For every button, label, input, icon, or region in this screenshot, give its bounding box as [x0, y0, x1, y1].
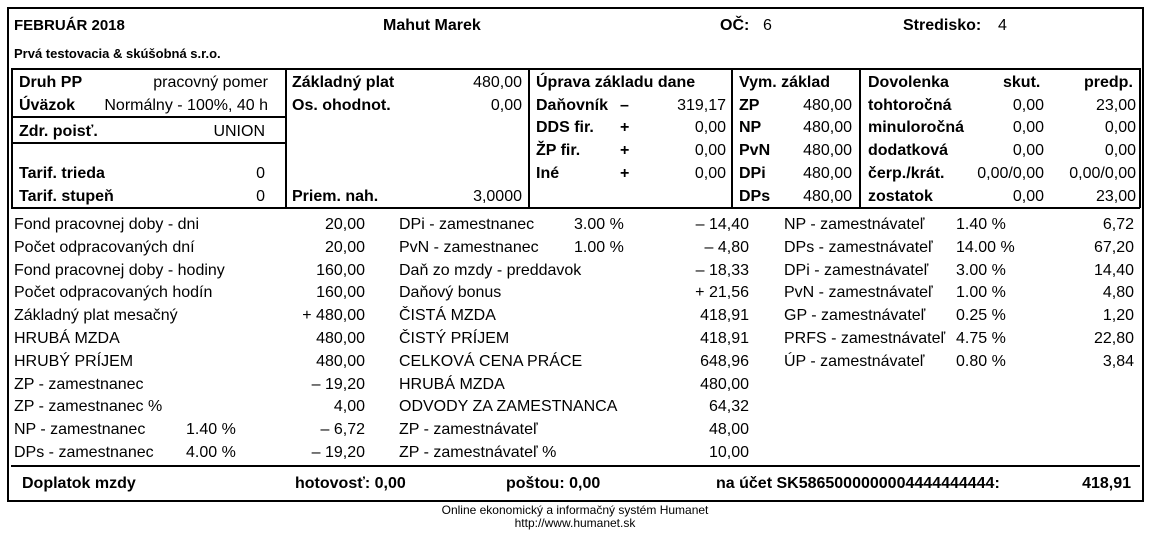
detail-value: + 21,56 [695, 284, 749, 302]
divider [11, 207, 1140, 209]
detail-value: 480,00 [316, 330, 365, 347]
detail-label: NP - zamestnanec [14, 421, 146, 439]
detail-label: Daňový bonus [399, 284, 502, 302]
dovolenka-title: Dovolenka [868, 74, 949, 91]
priem-value: 3,0000 [473, 188, 522, 205]
ohodnot-value: 0,00 [490, 97, 522, 114]
vym-value: 480,00 [803, 119, 852, 136]
detail-value: – 14,40 [695, 216, 749, 233]
uprava-title: Úprava základu dane [536, 74, 696, 91]
detail-value: 20,00 [324, 216, 365, 233]
detail-label: PRFS - zamestnávateľ [784, 330, 946, 347]
detail-label: PvN - zamestnávateľ [784, 284, 933, 302]
detail-value: 20,00 [324, 238, 365, 256]
detail-value: – 6,72 [320, 421, 365, 439]
uprava-sign: – [620, 97, 629, 114]
vym-label: PvN [739, 142, 771, 159]
detail-percent: 14.00 % [956, 238, 1015, 256]
dovolenka-label: dodatková [868, 142, 949, 159]
vym-value: 480,00 [803, 142, 852, 159]
detail-value: 1,20 [1102, 307, 1134, 325]
detail-value: 22,80 [1093, 330, 1134, 347]
detail-value: 648,96 [700, 352, 749, 370]
divider [11, 116, 286, 118]
uprava-label: Iné [536, 165, 560, 182]
detail-value: – 4,80 [704, 238, 749, 256]
stupen-label: Tarif. stupeň [19, 188, 114, 205]
detail-label: DPi - zamestnávateľ [784, 261, 929, 279]
detail-value: – 18,33 [695, 261, 749, 279]
payout-total: 418,91 [1082, 475, 1131, 492]
dovolenka-skut: 0,00 [1012, 119, 1044, 136]
detail-label: GP - zamestnávateľ [784, 307, 926, 325]
postou-value: poštou: 0,00 [506, 475, 601, 492]
dovolenka-predp: 0,00 [1104, 142, 1136, 159]
oc-label: OČ: [720, 17, 750, 34]
vym-label: NP [739, 119, 762, 136]
stupen-value: 0 [256, 188, 265, 205]
vym-value: 480,00 [803, 165, 852, 182]
detail-value: 48,00 [708, 421, 749, 439]
detail-percent: 1.00 % [574, 238, 624, 256]
detail-label: NP - zamestnávateľ [784, 216, 925, 233]
dovolenka-label: zostatok [868, 188, 933, 205]
detail-label: ODVODY ZA ZAMESTNANCA [399, 398, 618, 416]
divider [285, 68, 287, 208]
oc-value: 6 [763, 17, 772, 34]
stredisko-value: 4 [998, 17, 1007, 34]
detail-label: Základný plat mesačný [14, 307, 178, 325]
uprava-label: ŽP fir. [536, 142, 581, 159]
detail-label: Počet odpracovaných dní [14, 238, 195, 256]
detail-value: 480,00 [316, 352, 365, 370]
uprava-value: 0,00 [694, 119, 726, 136]
detail-value: + 480,00 [302, 307, 365, 325]
detail-value: 4,80 [1102, 284, 1134, 302]
dovolenka-label: tohtoročná [868, 97, 952, 114]
detail-percent: 4.00 % [186, 444, 236, 461]
detail-label: HRUBÁ MZDA [399, 375, 505, 393]
vym-label: DPi [739, 165, 766, 182]
vym-value: 480,00 [803, 188, 852, 205]
dovolenka-predp: 0,00/0,00 [1069, 165, 1136, 182]
priem-label: Priem. nah. [292, 188, 379, 205]
vym-title: Vym. základ [739, 74, 831, 91]
detail-value: 6,72 [1102, 216, 1134, 233]
divider [731, 68, 733, 208]
period: FEBRUÁR 2018 [14, 17, 125, 34]
detail-value: 67,20 [1093, 238, 1134, 256]
detail-value: 3,84 [1102, 352, 1134, 370]
detail-value: 10,00 [708, 444, 749, 461]
uprava-label: DDS fir. [536, 119, 594, 136]
detail-label: DPs - zamestnávateľ [784, 238, 933, 256]
ohodnot-label: Os. ohodnot. [292, 97, 391, 114]
zdr-label: Zdr. poisť. [19, 123, 98, 140]
detail-label: Fond pracovnej doby - hodiny [14, 261, 225, 279]
dovolenka-col-predp: predp. [1084, 74, 1133, 91]
detail-label: DPs - zamestnanec [14, 444, 154, 461]
detail-percent: 1.40 % [956, 216, 1006, 233]
detail-label: ZP - zamestnanec [14, 375, 144, 393]
detail-label: CELKOVÁ CENA PRÁCE [399, 352, 583, 370]
divider [859, 68, 861, 208]
vym-label: DPs [739, 188, 771, 205]
credit-url: http://www.humanet.sk [514, 516, 636, 530]
vym-value: 480,00 [803, 97, 852, 114]
dovolenka-skut: 0,00/0,00 [977, 165, 1044, 182]
detail-label: ZP - zamestnanec % [14, 398, 163, 416]
detail-percent: 1.00 % [956, 284, 1006, 302]
zdr-value: UNION [213, 123, 265, 140]
detail-percent: 0.80 % [956, 352, 1006, 370]
detail-value: – 19,20 [311, 444, 365, 461]
dovolenka-col-skut: skut. [1003, 74, 1041, 91]
zakladny-label: Základný plat [292, 74, 395, 91]
detail-label: PvN - zamestnanec [399, 238, 539, 256]
druh-value: pracovný pomer [153, 74, 268, 91]
vym-label: ZP [739, 97, 760, 114]
detail-value: – 19,20 [311, 375, 365, 393]
detail-label: ČISTÝ PRÍJEM [399, 330, 510, 347]
company-name: Prvá testovacia & skúšobná s.r.o. [14, 46, 221, 61]
credit-line: Online ekonomický a informačný systém Humanet [441, 503, 709, 517]
uvazok-value: Normálny - 100%, 40 h [104, 97, 268, 114]
account-label: na účet SK5865000000004444444444: [716, 475, 1000, 492]
detail-percent: 3.00 % [956, 261, 1006, 279]
detail-percent: 1.40 % [186, 421, 236, 439]
uprava-value: 0,00 [694, 165, 726, 182]
detail-percent: 3.00 % [574, 216, 624, 233]
detail-label: HRUBÁ MZDA [14, 330, 120, 347]
dovolenka-predp: 23,00 [1095, 188, 1136, 205]
uprava-sign: + [620, 165, 630, 182]
trieda-label: Tarif. trieda [19, 165, 105, 182]
detail-value: 14,40 [1093, 261, 1134, 279]
trieda-value: 0 [256, 165, 265, 182]
detail-label: ZP - zamestnávateľ % [399, 444, 557, 461]
divider [11, 68, 13, 208]
dovolenka-label: čerp./krát. [868, 165, 945, 182]
divider [1139, 68, 1141, 208]
zakladny-value: 480,00 [473, 74, 522, 91]
detail-value: 160,00 [316, 284, 365, 302]
detail-percent: 4.75 % [956, 330, 1006, 347]
dovolenka-skut: 0,00 [1012, 188, 1044, 205]
divider [11, 142, 286, 144]
dovolenka-predp: 23,00 [1095, 97, 1136, 114]
dovolenka-skut: 0,00 [1012, 142, 1044, 159]
uprava-sign: + [620, 142, 630, 159]
detail-label: HRUBÝ PRÍJEM [14, 352, 134, 370]
uprava-label: Daňovník [536, 97, 609, 114]
uprava-value: 0,00 [694, 142, 726, 159]
hotovost-value: hotovosť: 0,00 [295, 475, 406, 492]
detail-value: 64,32 [708, 398, 749, 416]
stredisko-label: Stredisko: [903, 17, 982, 34]
dovolenka-skut: 0,00 [1012, 97, 1044, 114]
dovolenka-label: minuloročná [868, 119, 965, 136]
divider [528, 68, 530, 208]
employee-name: Mahut Marek [383, 17, 481, 34]
doplatok-label: Doplatok mzdy [22, 475, 136, 492]
detail-label: ČISTÁ MZDA [399, 307, 496, 325]
detail-label: Počet odpracovaných hodín [14, 284, 213, 302]
detail-label: Fond pracovnej doby - dni [14, 216, 199, 233]
detail-value: 418,91 [700, 307, 749, 325]
detail-label: Daň zo mzdy - preddavok [399, 261, 582, 279]
uprava-sign: + [620, 119, 630, 136]
detail-label: ZP - zamestnávateľ [399, 421, 538, 439]
detail-label: ÚP - zamestnávateľ [784, 352, 925, 370]
divider [11, 465, 1140, 467]
detail-percent: 0.25 % [956, 307, 1006, 325]
detail-value: 160,00 [316, 261, 365, 279]
detail-value: 480,00 [700, 375, 749, 393]
detail-value: 418,91 [700, 330, 749, 347]
divider [11, 68, 1140, 70]
uprava-value: 319,17 [677, 97, 726, 114]
detail-value: 4,00 [333, 398, 365, 416]
uvazok-label: Úväzok [19, 97, 76, 114]
detail-label: DPi - zamestnanec [399, 216, 535, 233]
dovolenka-predp: 0,00 [1104, 119, 1136, 136]
druh-label: Druh PP [19, 74, 83, 91]
